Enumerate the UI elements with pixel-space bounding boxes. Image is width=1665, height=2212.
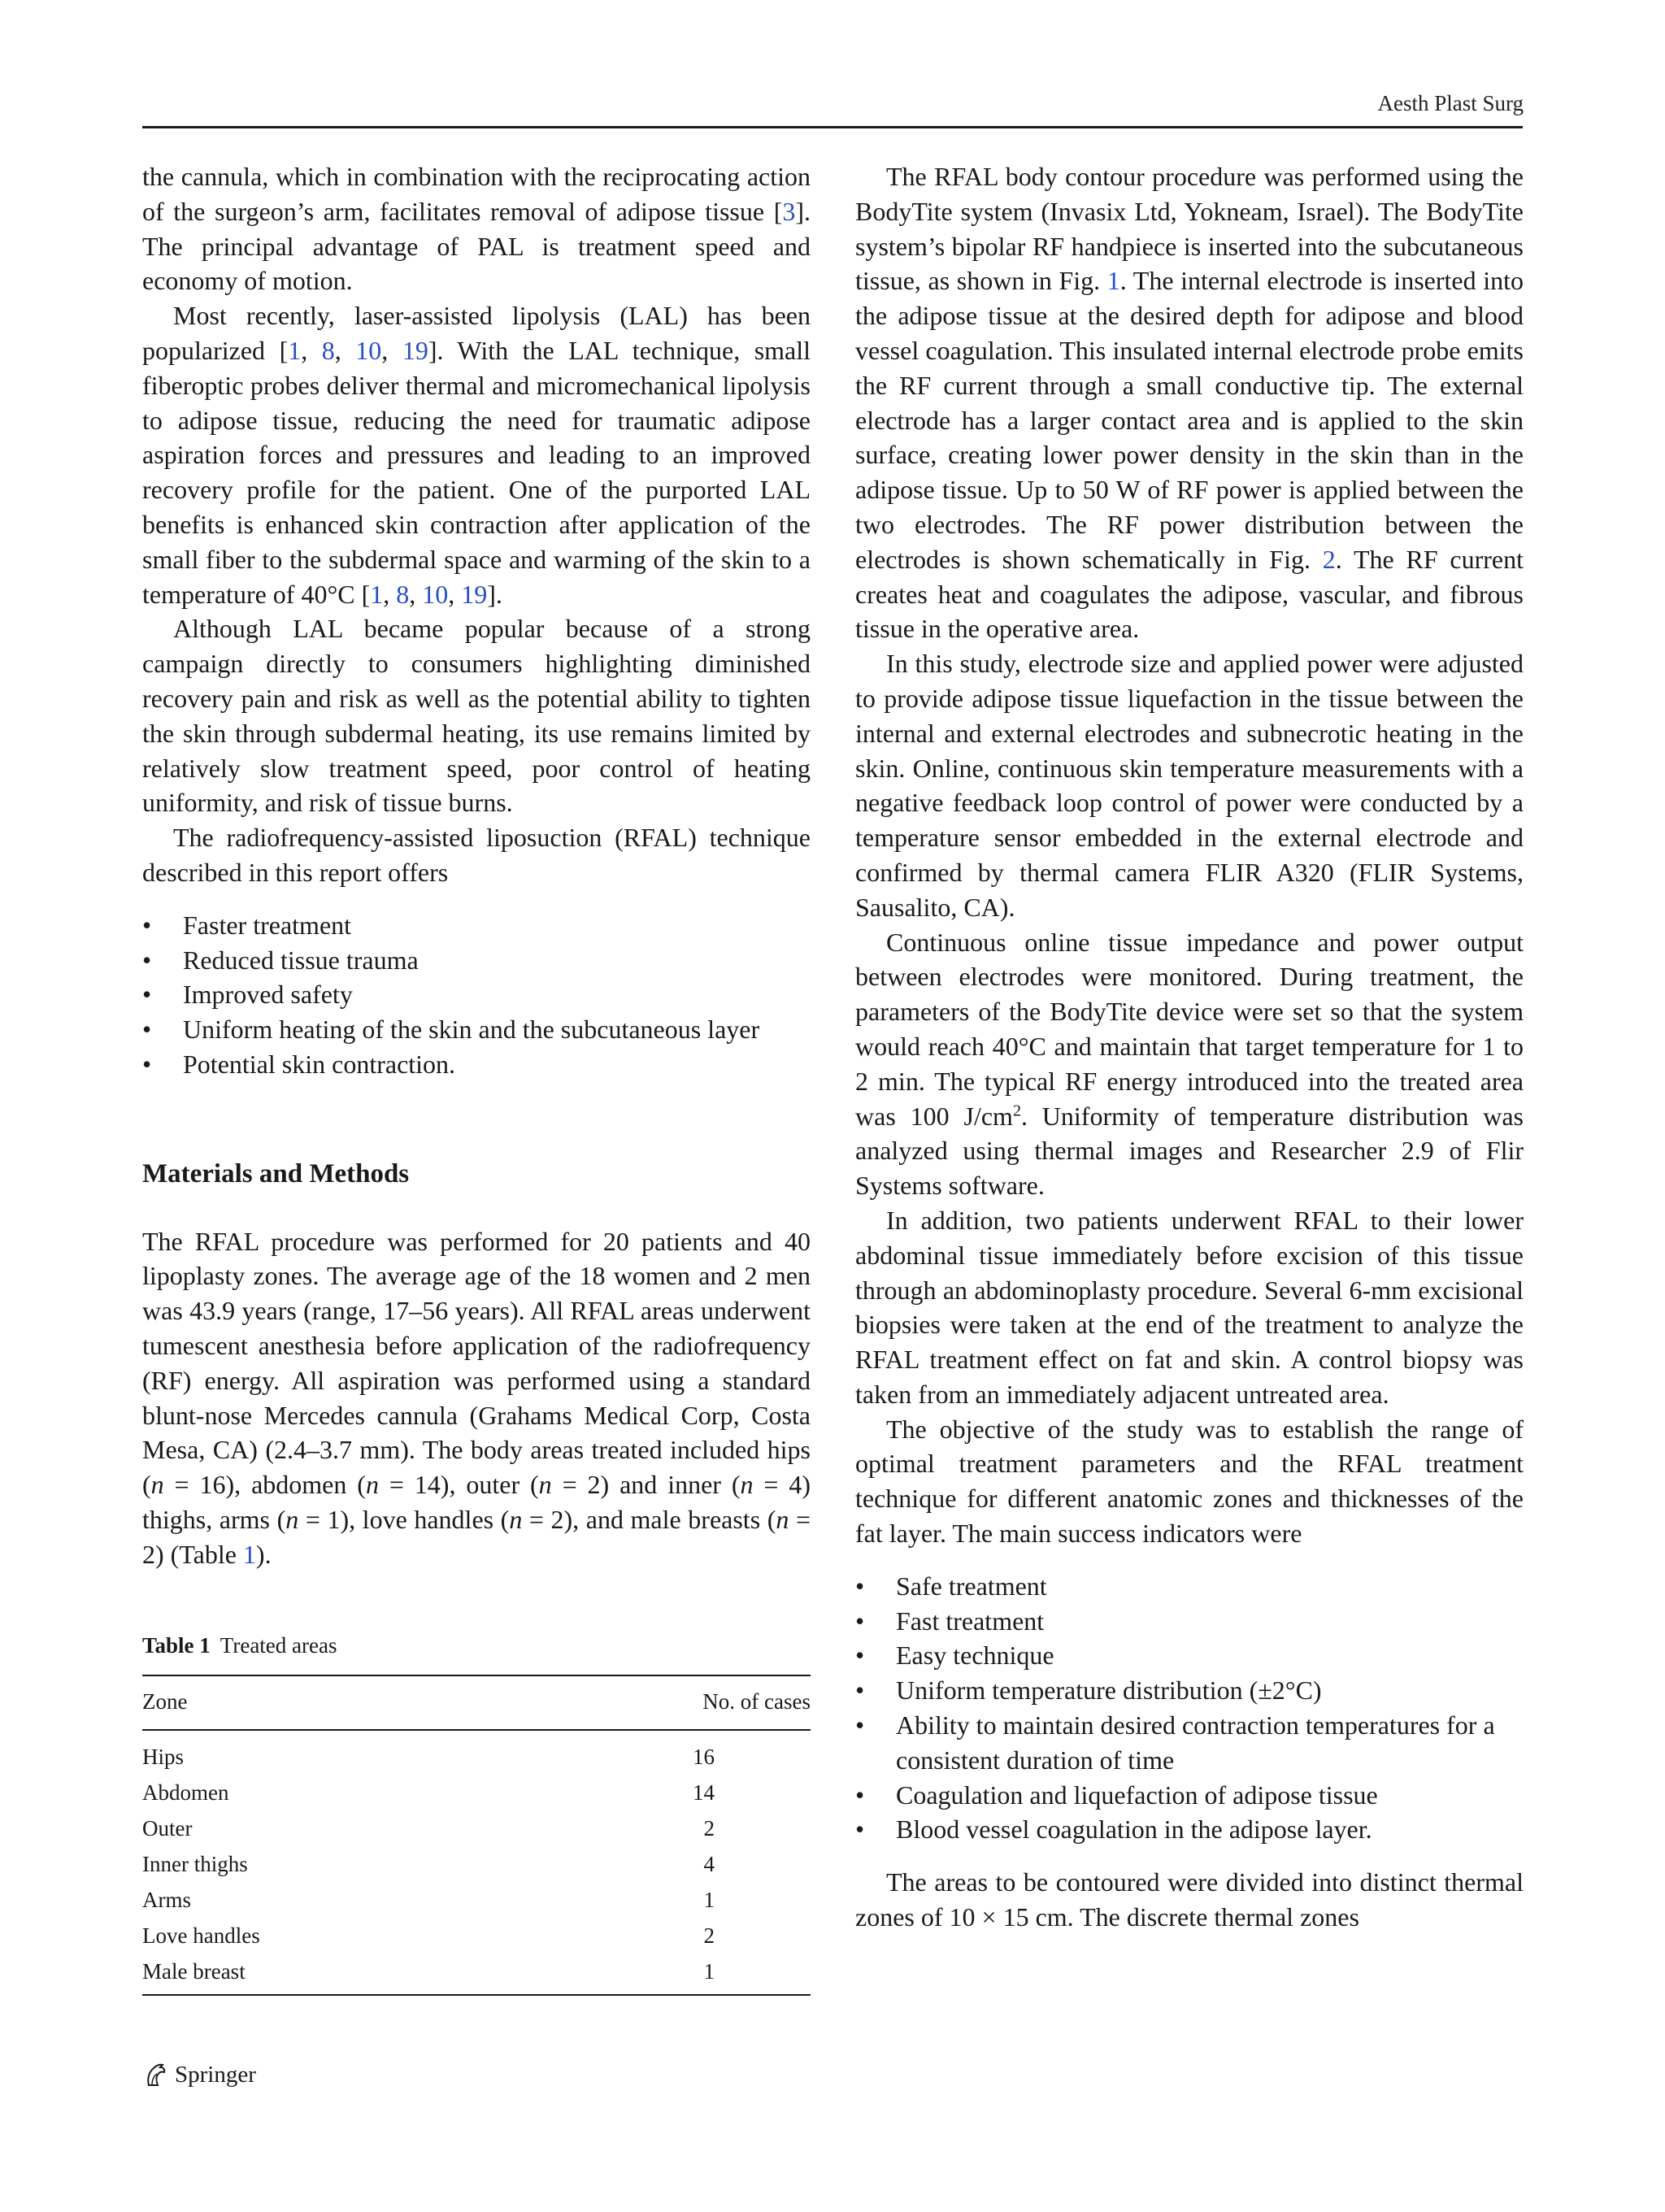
- paragraph: Most recently, laser-assisted lipolysis (LAL) has been popularized [1, 8, 10, 19]. With the LAL technique, small fiberoptic probes deliver thermal and micromechanical lipolysis to adipose tissue, reducing the need for traumatic adipose aspiration forces and pressures and leading to an improved recovery profile for the patient. One of the purported LAL benefits is enhanced skin contraction after application of the small fiber to the subdermal space and warming of the skin to a temperature of 40°C [1, 8, 10, 19].: [142, 301, 811, 609]
- paragraph: Continuous online tissue impedance and power output between electrodes were monitored. During treatment, the parameters of the BodyTite device were set so that the system would reach 40°C and maintain that target temperature for 1 to 2 min. The typical RF energy introduced into the treated area was 100 $J/cm^2$. Uniformity of temperature distribution was analyzed using thermal images and Researcher 2.9 of Flir Systems software.: [855, 927, 1524, 1201]
- list-item: • Fast treatment: [855, 1604, 1524, 1639]
- list-item: • Blood vessel coagulation in the adipose layer.: [855, 1812, 1524, 1847]
- table-row: Outer 2: [142, 1816, 715, 1841]
- list-item: • Uniform temperature distribution (±2°C): [855, 1673, 1524, 1708]
- citation-link[interactable]: 19: [461, 579, 488, 609]
- paragraph: In addition, two patients underwent RFAL to their lower abdominal tissue immediately before excision of this tissue through an abdominoplasty procedure. Several 6-mm excisional biopsies were taken at the end of the treatment to analyze the RFAL treatment effect on fat and skin. A control biopsy was taken from an immediately adjacent untreated area.: [855, 1205, 1524, 1409]
- bullet-list: [855, 1569, 1524, 1847]
- figure-link[interactable]: 1: [1106, 266, 1120, 296]
- list-item: • Uniform heating of the skin and the subcutaneous layer: [142, 1012, 811, 1047]
- table-row: Love handles 2: [142, 1923, 715, 1949]
- list-item: • Reduced tissue trauma: [142, 943, 811, 978]
- list-item: • Faster treatment: [142, 908, 811, 943]
- table-row: Inner thighs 4: [142, 1852, 715, 1877]
- paragraph: Although LAL became popular because of a strong campaign directly to consumers highlighting diminished recovery pain and risk as well as the potential ability to tighten the skin through subdermal heating, its use remains limited by relatively slow treatment speed, poor control of heating uniformity, and risk of tissue burns.: [142, 614, 811, 818]
- paragraph: The areas to be contoured were divided into distinct thermal zones of 10 × 15 cm. The discrete thermal zones: [855, 1867, 1524, 1932]
- section-heading: Materials and Methods: [142, 1158, 410, 1189]
- header-rule: [142, 126, 1523, 128]
- list-item: • Safe treatment: [855, 1569, 1524, 1604]
- citation-link[interactable]: 8: [321, 335, 335, 365]
- running-head: Aesth Plast Surg: [1377, 91, 1524, 115]
- citation-link[interactable]: 19: [402, 335, 428, 365]
- list-item: • Coagulation and liquefaction of adipose tissue: [855, 1778, 1524, 1813]
- table-link[interactable]: 1: [242, 1539, 256, 1569]
- table-row: Arms 1: [142, 1888, 715, 1913]
- citation-link[interactable]: 1: [370, 579, 384, 609]
- paragraph: The RFAL body contour procedure was performed using the BodyTite system (Invasix Ltd, Yokneam, Israel). The BodyTite system’s bipolar RF handpiece is inserted into the subcutaneous tissue, as shown in Fig. 1. The internal electrode is inserted into the adipose tissue at the desired depth for adipose and blood vessel coagulation. This insulated internal electrode probe emits the RF current through a small conductive tip. The external electrode has a larger contact area and is applied to the skin surface, creating lower power density in the skin than in the adipose tissue. Up to 50 W of RF power is applied between the two electrodes. The RF power distribution between the electrodes is shown schematically in Fig. 2. The RF current creates heat and coagulates the adipose, vascular, and fibrous tissue in the operative area.: [855, 162, 1524, 644]
- paragraph: The radiofrequency-assisted liposuction (RFAL) technique described in this report offers: [142, 823, 811, 887]
- citation-link[interactable]: 1: [288, 335, 302, 365]
- citation-link[interactable]: 10: [422, 579, 449, 609]
- left-column: [142, 159, 811, 1996]
- paragraph: The objective of the study was to establish the range of optimal treatment parameters and the RFAL treatment technique for different anatomic zones and thicknesses of the fat layer. The main success indicators were: [855, 1414, 1524, 1549]
- right-column: [855, 159, 1524, 1935]
- table-row: Abdomen 14: [142, 1780, 715, 1806]
- publisher-name: Springer: [175, 2061, 256, 2088]
- citation-link[interactable]: 8: [396, 579, 410, 609]
- table-header: No. of cases: [476, 1675, 811, 1730]
- table-row: Male breast 1: [142, 1953, 811, 1995]
- paragraph: The RFAL procedure was performed for 20 patients and 40 lipoplasty zones. The average age of the 18 women and 2 men was 43.9 years (range, 17–56 years). All RFAL areas underwent tumescent anesthesia before application of the radiofrequency (RF) energy. All aspiration was performed using a standard blunt-nose Mercedes cannula (Grahams Medical Corp, Costa Mesa, CA) (2.4–3.7 mm). The body areas treated included hips (n = 16), abdomen (n = 14), outer (n = 2) and inner (n = 4) thighs, arms (n = 1), love handles (n = 2), and male breasts (n = 2) (Table 1).: [142, 1226, 811, 1569]
- list-item: • Potential skin contraction.: [142, 1047, 811, 1082]
- figure-link[interactable]: 2: [1322, 544, 1336, 574]
- table-header: Zone: [142, 1675, 476, 1730]
- list-item: • Improved safety: [142, 977, 811, 1012]
- citation-link[interactable]: 3: [782, 196, 796, 226]
- bullet-list: [142, 908, 811, 1082]
- treated-areas-table: [142, 1675, 811, 1996]
- paragraph: the cannula, which in combination with the reciprocating action of the surgeon’s arm, facilitates removal of adipose tissue [3]. The principal advantage of PAL is treatment speed and economy of motion.: [142, 162, 811, 296]
- table-caption: Table 1 Treated areas: [142, 1633, 337, 1658]
- list-item: • Easy technique: [855, 1638, 1524, 1673]
- list-item: • Ability to maintain desired contraction temperatures for a consistent duration of time: [855, 1708, 1524, 1778]
- paragraph: In this study, electrode size and applied power were adjusted to provide adipose tissue liquefaction in the tissue between the internal and external electrodes and subnecrotic heating in the skin. Online, continuous skin temperature measurements with a negative feedback loop control of power were conducted by a temperature sensor embedded in the external electrode and confirmed by thermal camera FLIR A320 (FLIR Systems, Sausalito, CA).: [855, 649, 1524, 922]
- citation-link[interactable]: 10: [355, 335, 382, 365]
- publisher-footer: [142, 2061, 256, 2088]
- table-row: Hips 16: [142, 1745, 715, 1770]
- springer-horse-icon: [142, 2061, 170, 2088]
